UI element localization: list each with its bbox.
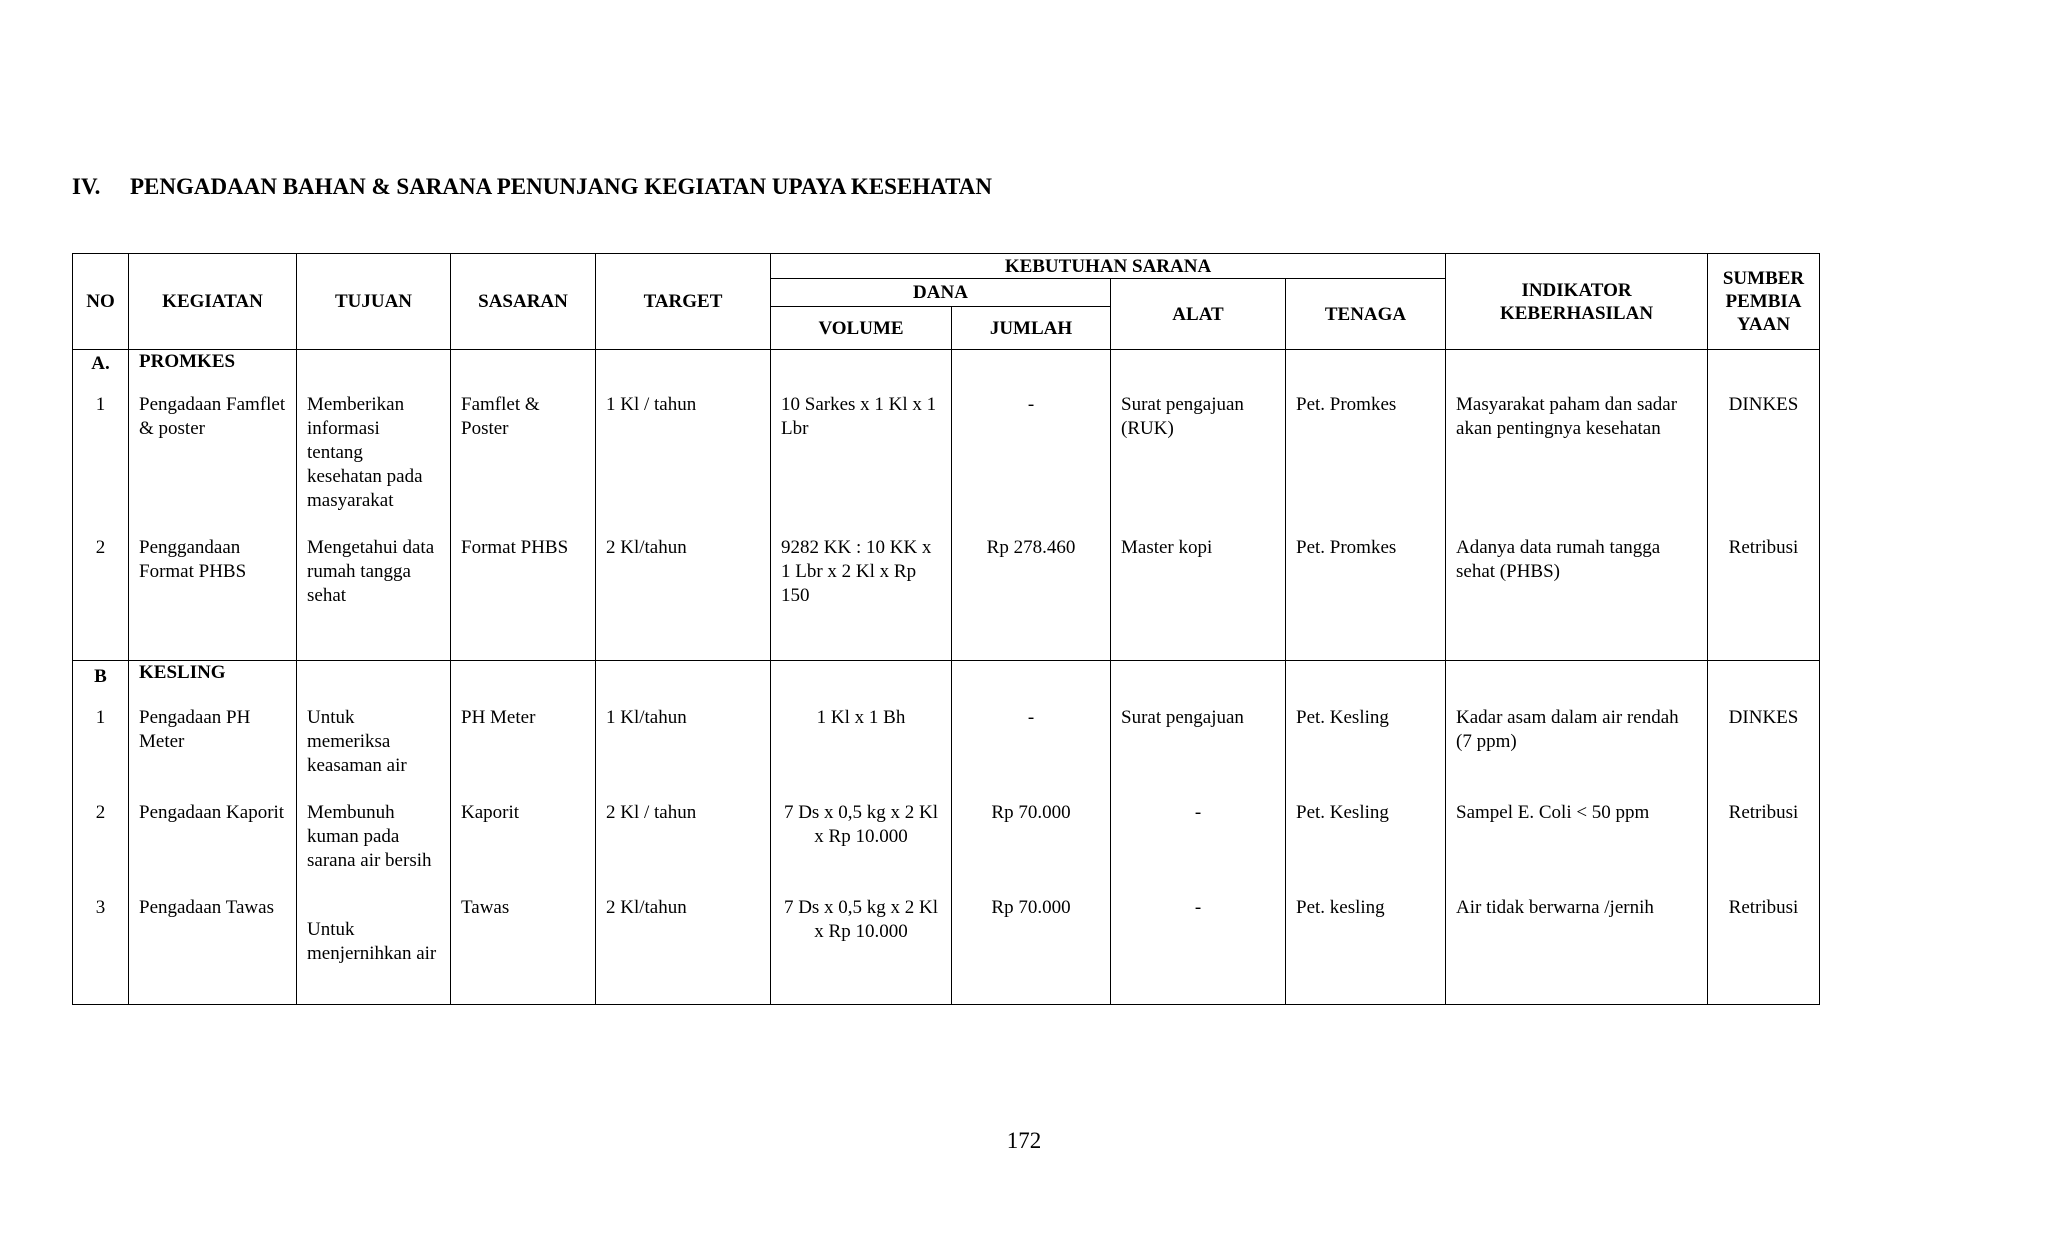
header-tujuan: TUJUAN (297, 254, 451, 350)
row-tenaga: Pet. Kesling (1286, 706, 1446, 801)
procurement-table (72, 253, 1820, 1005)
row-target: 2 Kl/tahun (596, 536, 771, 660)
header-volume: VOLUME (771, 307, 952, 350)
table-row (73, 536, 1820, 660)
row-kegiatan: Penggandaan Format PHBS (129, 536, 297, 660)
row-alat: - (1111, 896, 1286, 1005)
row-volume: 7 Ds x 0,5 kg x 2 Kl x Rp 10.000 (771, 896, 952, 1005)
row-jumlah: - (952, 393, 1111, 536)
row-tenaga: Pet. kesling (1286, 896, 1446, 1005)
row-target: 1 Kl/tahun (596, 706, 771, 801)
header-target: TARGET (596, 254, 771, 350)
row-indikator: Adanya data rumah tangga sehat (PHBS) (1446, 536, 1708, 660)
section-code: B (73, 660, 129, 706)
row-sasaran: Format PHBS (451, 536, 596, 660)
row-indikator: Masyarakat paham dan sadar akan pentingnya kesehatan (1446, 393, 1708, 536)
row-tenaga: Pet. Kesling (1286, 801, 1446, 896)
row-jumlah: Rp 70.000 (952, 801, 1111, 896)
header-sasaran: SASARAN (451, 254, 596, 350)
page-number: 172 (1006, 1128, 1042, 1153)
row-indikator: Sampel E. Coli < 50 ppm (1446, 801, 1708, 896)
table-row (73, 896, 1820, 1005)
row-volume: 1 Kl x 1 Bh (771, 706, 952, 801)
row-target: 2 Kl / tahun (596, 801, 771, 896)
header-alat: ALAT (1111, 279, 1286, 350)
header-indikator: INDIKATOR KEBERHASILAN (1446, 254, 1708, 350)
row-tenaga: Pet. Promkes (1286, 393, 1446, 536)
header-dana: DANA (771, 279, 1111, 307)
section-heading (72, 174, 992, 200)
table-header (73, 254, 1820, 350)
section-name: KESLING (129, 660, 297, 706)
header-kegiatan: KEGIATAN (129, 254, 297, 350)
row-tenaga: Pet. Promkes (1286, 536, 1446, 660)
row-target: 1 Kl / tahun (596, 393, 771, 536)
header-jumlah: JUMLAH (952, 307, 1111, 350)
row-kegiatan: Pengadaan Tawas (129, 896, 297, 1005)
row-volume: 7 Ds x 0,5 kg x 2 Kl x Rp 10.000 (771, 801, 952, 896)
row-kegiatan: Pengadaan PH Meter (129, 706, 297, 801)
row-tujuan: Untuk memeriksa keasaman air (297, 706, 451, 801)
section-kesling (73, 660, 1820, 1005)
row-alat: Master kopi (1111, 536, 1286, 660)
header-no: NO (73, 254, 129, 350)
row-jumlah: Rp 278.460 (952, 536, 1111, 660)
row-sumber: DINKES (1708, 393, 1820, 536)
row-sasaran: Tawas (451, 896, 596, 1005)
table-row (73, 393, 1820, 536)
section-name: PROMKES (129, 350, 297, 394)
row-tujuan: Membunuh kuman pada sarana air bersih (297, 801, 451, 896)
row-kegiatan: Pengadaan Kaporit (129, 801, 297, 896)
table-row (73, 706, 1820, 801)
row-volume: 10 Sarkes x 1 Kl x 1 Lbr (771, 393, 952, 536)
row-no: 3 (73, 896, 129, 1005)
row-volume: 9282 KK : 10 KK x 1 Lbr x 2 Kl x Rp 150 (771, 536, 952, 660)
row-sumber: DINKES (1708, 706, 1820, 801)
row-alat: Surat pengajuan (1111, 706, 1286, 801)
row-no: 2 (73, 801, 129, 896)
row-sumber: Retribusi (1708, 801, 1820, 896)
row-tujuan: Mengetahui data rumah tangga sehat (297, 536, 451, 660)
row-indikator: Air tidak berwarna /jernih (1446, 896, 1708, 1005)
row-no: 2 (73, 536, 129, 660)
section-title: PENGADAAN BAHAN & SARANA PENUNJANG KEGIATAN UPAYA KESEHATAN (130, 174, 992, 199)
header-sumber: SUMBER PEMBIA YAAN (1708, 254, 1820, 350)
row-sumber: Retribusi (1708, 896, 1820, 1005)
row-target: 2 Kl/tahun (596, 896, 771, 1005)
section-code: A. (73, 350, 129, 394)
row-no: 1 (73, 706, 129, 801)
section-number: IV. (72, 174, 101, 199)
row-tujuan: Memberikan informasi tentang kesehatan pada masyarakat (297, 393, 451, 536)
row-indikator: Kadar asam dalam air rendah (7 ppm) (1446, 706, 1708, 801)
row-sumber: Retribusi (1708, 536, 1820, 660)
row-kegiatan: Pengadaan Famflet & poster (129, 393, 297, 536)
header-tenaga: TENAGA (1286, 279, 1446, 350)
header-kebutuhan-sarana: KEBUTUHAN SARANA (771, 254, 1446, 279)
row-sasaran: Kaporit (451, 801, 596, 896)
row-tujuan: Untuk menjernihkan air (297, 896, 451, 1005)
row-sasaran: Famflet & Poster (451, 393, 596, 536)
row-jumlah: - (952, 706, 1111, 801)
row-jumlah: Rp 70.000 (952, 896, 1111, 1005)
row-alat: Surat pengajuan (RUK) (1111, 393, 1286, 536)
row-no: 1 (73, 393, 129, 536)
section-promkes (73, 350, 1820, 661)
row-sasaran: PH Meter (451, 706, 596, 801)
table-row (73, 801, 1820, 896)
row-alat: - (1111, 801, 1286, 896)
